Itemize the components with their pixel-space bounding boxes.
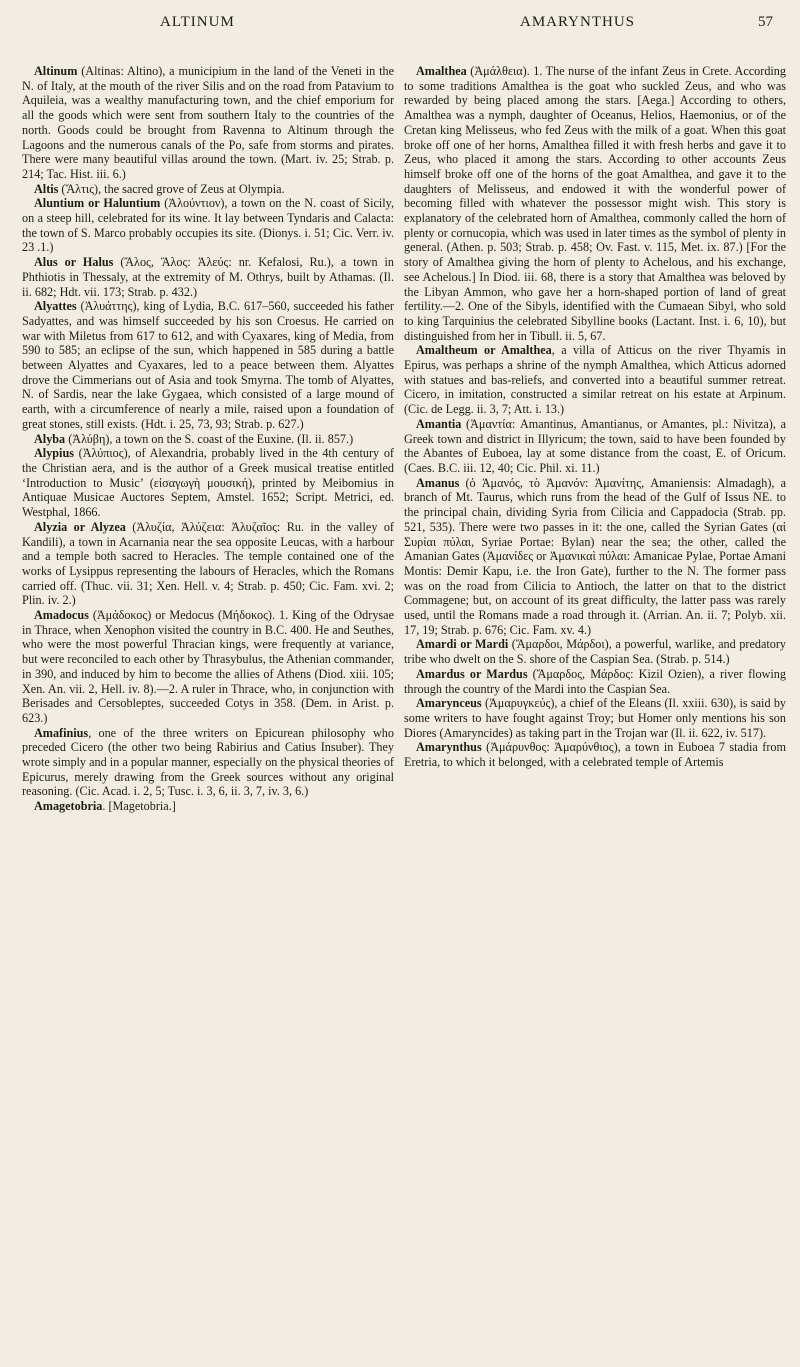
entry-text: (Ἀμάλθεια). 1. The nurse of the infant Zeus in Crete. According to some traditions Amalthea is the goat who suckled Zeus, and who was rewarded by being placed among the stars. [Aega.] According to others, Amalthea was a nymph, daughter of Oceanus, Helios, Haemonius, or of the Cretan king Melisseus, who fed Zeus with the milk of a goat. When this goat broke off one of her horns, Amalthea filled it with fresh herbs and gave it to Zeus, who placed it among the stars. According to other accounts Zeus himself broke off one of the horns of the goat Amalthea, and gave it to the daughters of Melisseus, and endowed it with the wonderful power of becoming filled with whatever the possessor might wish. This story is explanatory of the celebrated horn of Amalthea, commonly called the horn of plenty or cornucopia, which was used in later times as the symbol of plenty in general. (Athen. p. 503; Strab. p. 458; Ov. Fast. v. 115, Met. ix. 87.) [For the story of Amalthea giving the horn of plenty to Achelous, and his exchange, see Achelous.] In Diod. iii. 68, there is a story that Amalthea was beloved by the Libyan Ammon, who gave her a horn-shaped portion of land of great fertility.—2. One of the Sibyls, identified with the Cumaean Sibyl, who sold to king Tarquinius the celebrated Sibylline books (Lactant. Inst. i. 6, 10), but distinguished from her in Tibull. ii. 5, 67.	[404, 64, 786, 343]
right-column	[404, 64, 786, 770]
dictionary-entry	[22, 799, 394, 814]
entry-headword: Alypius	[34, 446, 74, 461]
dictionary-entry	[22, 196, 394, 255]
entry-text: (Ἀμαρυγκεύς), a chief of the Eleans (Il. xxiii. 630), is said by some writers to have fought against Troy; but Homer only mentions his son Diores (Amaryncides) as taking part in the Trojan war (Il. ii. 622, iv. 517).	[404, 696, 786, 740]
dictionary-entry	[22, 255, 394, 299]
entry-headword: Alyba	[34, 431, 66, 446]
dictionary-entry	[404, 343, 786, 417]
entry-headword: Amaltheum or Amalthea	[416, 343, 552, 358]
entry-headword: Amanus	[416, 475, 460, 490]
entry-text: , a villa of Atticus on the river Thyamis in Epirus, was perhaps a shrine of the nymph Amalthea, which Atticus adorned with statues and bas-reliefs, and converted into a beautiful summer retreat. Cicero, in imitation, constructed a similar retreat on his estate at Arpinum. (Cic. de Legg. ii. 3, 7; Att. i. 13.)	[404, 343, 786, 417]
entry-text: (Ἀμάρυνθος: Ἀμαρύνθιος), a town in Euboea 7 stadia from Eretria, to which it belonged, with a celebrated temple of Artemis	[404, 740, 786, 770]
dictionary-entry	[404, 476, 786, 638]
entry-headword: Alus or Halus	[34, 255, 114, 270]
entry-text: (Ἀλούντιον), a town on the N. coast of Sicily, on a steep hill, celebrated for its wine. It lay between Tyndaris and Calacta: the town of S. Marco probably occupies its site. (Dionys. i. 51; Cic. Verr. iv. 23 .1.)	[22, 196, 394, 255]
entry-text: , one of the three writers on Epicurean philosophy who preceded Cicero (the other two being Rabirius and Catius Insuber). They wrote simply and in a popular manner, especially on the physical theories of Epicurus, merely drawing from the Greek sources without any original reasoning. (Cic. Acad. i. 2, 5; Tusc. i. 3, 6, ii. 3, 7, iv. 3, 6.)	[22, 725, 394, 799]
entry-text: (Ἀλύπιος), of Alexandria, probably lived in the 4th century of the Christian aera, and is the author of a Greek musical treatise entitled ‘Introduction to Music’ (εἰσαγωγὴ μουσική), printed by Meibomius in Antiquae Musicae Auctores Septem, Amstel. 1652; Script. Metrici, ed. Westphal, 1866.	[22, 446, 394, 520]
entry-headword: Amarynthus	[416, 740, 482, 755]
dictionary-entry	[22, 446, 394, 520]
entry-text: (Ἀμάδοκος) or Medocus (Μήδοκος). 1. King of the Odrysae in Thrace, when Xenophon visited the country in B.C. 400. He and Seuthes, who were the most powerful Thracian kings, were frequently at variance, but were reconciled to each other by Thrasybulus, the Athenian commander, in 390, and induced by him to become the allies of Athens (Diod. xiii. 105; Xen. An. vii. 2, Hell. iv. 8).—2. A ruler in Thrace, who, in conjunction with Berisades and Cersobleptes, succeeded Cotys in 358. (Dem. in Arist. p. 623.)	[22, 608, 394, 725]
dictionary-entry	[404, 64, 786, 343]
dictionary-entry	[22, 64, 394, 182]
dictionary-entry	[22, 726, 394, 800]
running-header	[0, 14, 800, 40]
entry-headword: Amafinius	[34, 725, 89, 740]
dictionary-entry	[22, 520, 394, 608]
entry-text: (Ἀμαντία: Amantinus, Amantianus, or Amantes, pl.: Nivitza), a Greek town and district in Illyricum; the town, said to have been founded by the Abantes of Euboea, lay at some distance from the coast, E. of Oricum. (Caes. B.C. iii. 12, 40; Cic. Phil. xi. 11.)	[404, 416, 786, 475]
header-right-title: AMARYNTHUS	[520, 14, 636, 30]
entry-headword: Alyattes	[34, 299, 77, 314]
entry-text: (Ἄλτις), the sacred grove of Zeus at Olympia.	[58, 181, 285, 196]
dictionary-entry	[404, 417, 786, 476]
entry-headword: Amardi or Mardi	[416, 637, 509, 652]
dictionary-entry	[22, 182, 394, 197]
entry-text: (Ἀλυάττης), king of Lydia, B.C. 617–560, succeeded his father Sadyattes, and was himself succeeded by his son Croesus. He carried on war with Miletus from 617 to 612, and with Cyaxares, king of Media, from 590 to 585; an eclipse of the sun, which happened in 585 during a battle between Alyattes and Cyaxares, led to a peace between them. Alyattes drove the Cimmerians out of Asia and took Smyrna. The tomb of Alyattes, N. of Sardis, near the lake Gygaea, which consisted of a large mound of earth, with a circumference of nearly a mile, raised upon a foundation of great stones, still exists. (Hdt. i. 25, 73, 93; Strab. p. 627.)	[22, 299, 394, 431]
header-left-title: ALTINUM	[160, 14, 235, 30]
dictionary-entry	[404, 667, 786, 696]
entry-text: (Ἄλος, Ἅλος: Ἀλεύς: nr. Kefalosi, Ru.), a town in Phthiotis in Thessaly, at the extremity of M. Othrys, built by Athamas. (Il. ii. 682; Hdt. vii. 173; Strab. p. 432.)	[22, 255, 394, 299]
dictionary-entry	[404, 637, 786, 666]
entry-headword: Altis	[34, 181, 59, 196]
entry-headword: Amalthea	[416, 64, 467, 78]
entry-headword: Amantia	[416, 416, 462, 431]
dictionary-entry	[404, 740, 786, 769]
dictionary-entry	[22, 608, 394, 726]
dictionary-entry	[22, 299, 394, 431]
entry-headword: Altinum	[34, 64, 78, 78]
entry-text: (ὁ Ἀμανός, τὸ Ἀμανόν: Ἀμανίτης, Amaniensis: Almadagh), a branch of Mt. Taurus, which runs from the head of the Gulf of Issus NE. to the principal chain, dividing Syria from Cilicia and Cappadocia (Strab. pp. 521, 535). There were two passes in it: the one, called the Syrian Gates (αἱ Συρίαι πύλαι, Syriae Portae: Bylan) near the sea; the other, called the Amanian Gates (Ἀμανίδες or Ἀμανικαὶ πύλαι: Amanicae Pylae, Portae Amani Montis: Demir Kapu, i.e. the Iron Gate), further to the N. The former pass was on the road from Cilicia to Antioch, the latter on that to the district Commagene; but, on account of its great difficulty, the latter pass was rarely used, until the Romans made a road through it. (Arrian. An. ii. 7; Polyb. xii. 17, 19; Strab. p. 676; Cic. Fam. xv. 4.)	[404, 475, 786, 637]
entry-headword: Amarynceus	[416, 696, 482, 711]
dictionary-entry	[404, 696, 786, 740]
left-column	[22, 64, 394, 814]
dictionary-entry	[22, 432, 394, 447]
entry-text: (Ἄμαρδος, Μάρδος: Kizil Ozien), a river flowing through the country of the Mardi into the Caspian Sea.	[404, 666, 786, 696]
entry-text: (Ἀλυζία, Ἀλύζεια: Ἀλυζαῖος: Ru. in the valley of Kandili), a town in Acarnania near the sea opposite Leucas, with a harbour and a temple both sacred to Heracles. The temple contained one of the works of Lysippus representing the labours of Heracles, which the Romans carried off. (Thuc. vii. 31; Xen. Hell. v. 4; Strab. p. 450; Cic. Fam. xvi. 2; Plin. iv. 2.)	[22, 519, 394, 608]
entry-text: (Altinas: Altino), a municipium in the land of the Veneti in the N. of Italy, at the mouth of the river Silis and on the road from Patavium to Aquileia, was a wealthy manufacturing town, and the chief emporium for all the goods which were sent from southern Italy to the countries of the north. Goods could be brought from Ravenna to Altinum through the Lagoons and the numerous canals of the Po, safe from storms and pirates. There were many beautiful villas around the town. (Mart. iv. 25; Strab. p. 214; Tac. Hist. iii. 6.)	[22, 64, 394, 181]
entry-headword: Amagetobria	[34, 799, 103, 814]
entry-text: (Ἄμαρδοι, Μάρδοι), a powerful, warlike, and predatory tribe who dwelt on the S. shore of the Caspian Sea. (Strab. p. 514.)	[404, 637, 786, 667]
entry-headword: Amardus or Mardus	[416, 666, 528, 681]
entry-text: . [Magetobria.]	[102, 799, 176, 814]
page-number: 57	[758, 14, 773, 30]
entry-text: (Ἀλύβη), a town on the S. coast of the Euxine. (Il. ii. 857.)	[65, 431, 354, 446]
entry-headword: Alyzia or Alyzea	[34, 519, 126, 534]
entry-headword: Aluntium or Haluntium	[34, 196, 161, 211]
entry-headword: Amadocus	[34, 608, 89, 623]
